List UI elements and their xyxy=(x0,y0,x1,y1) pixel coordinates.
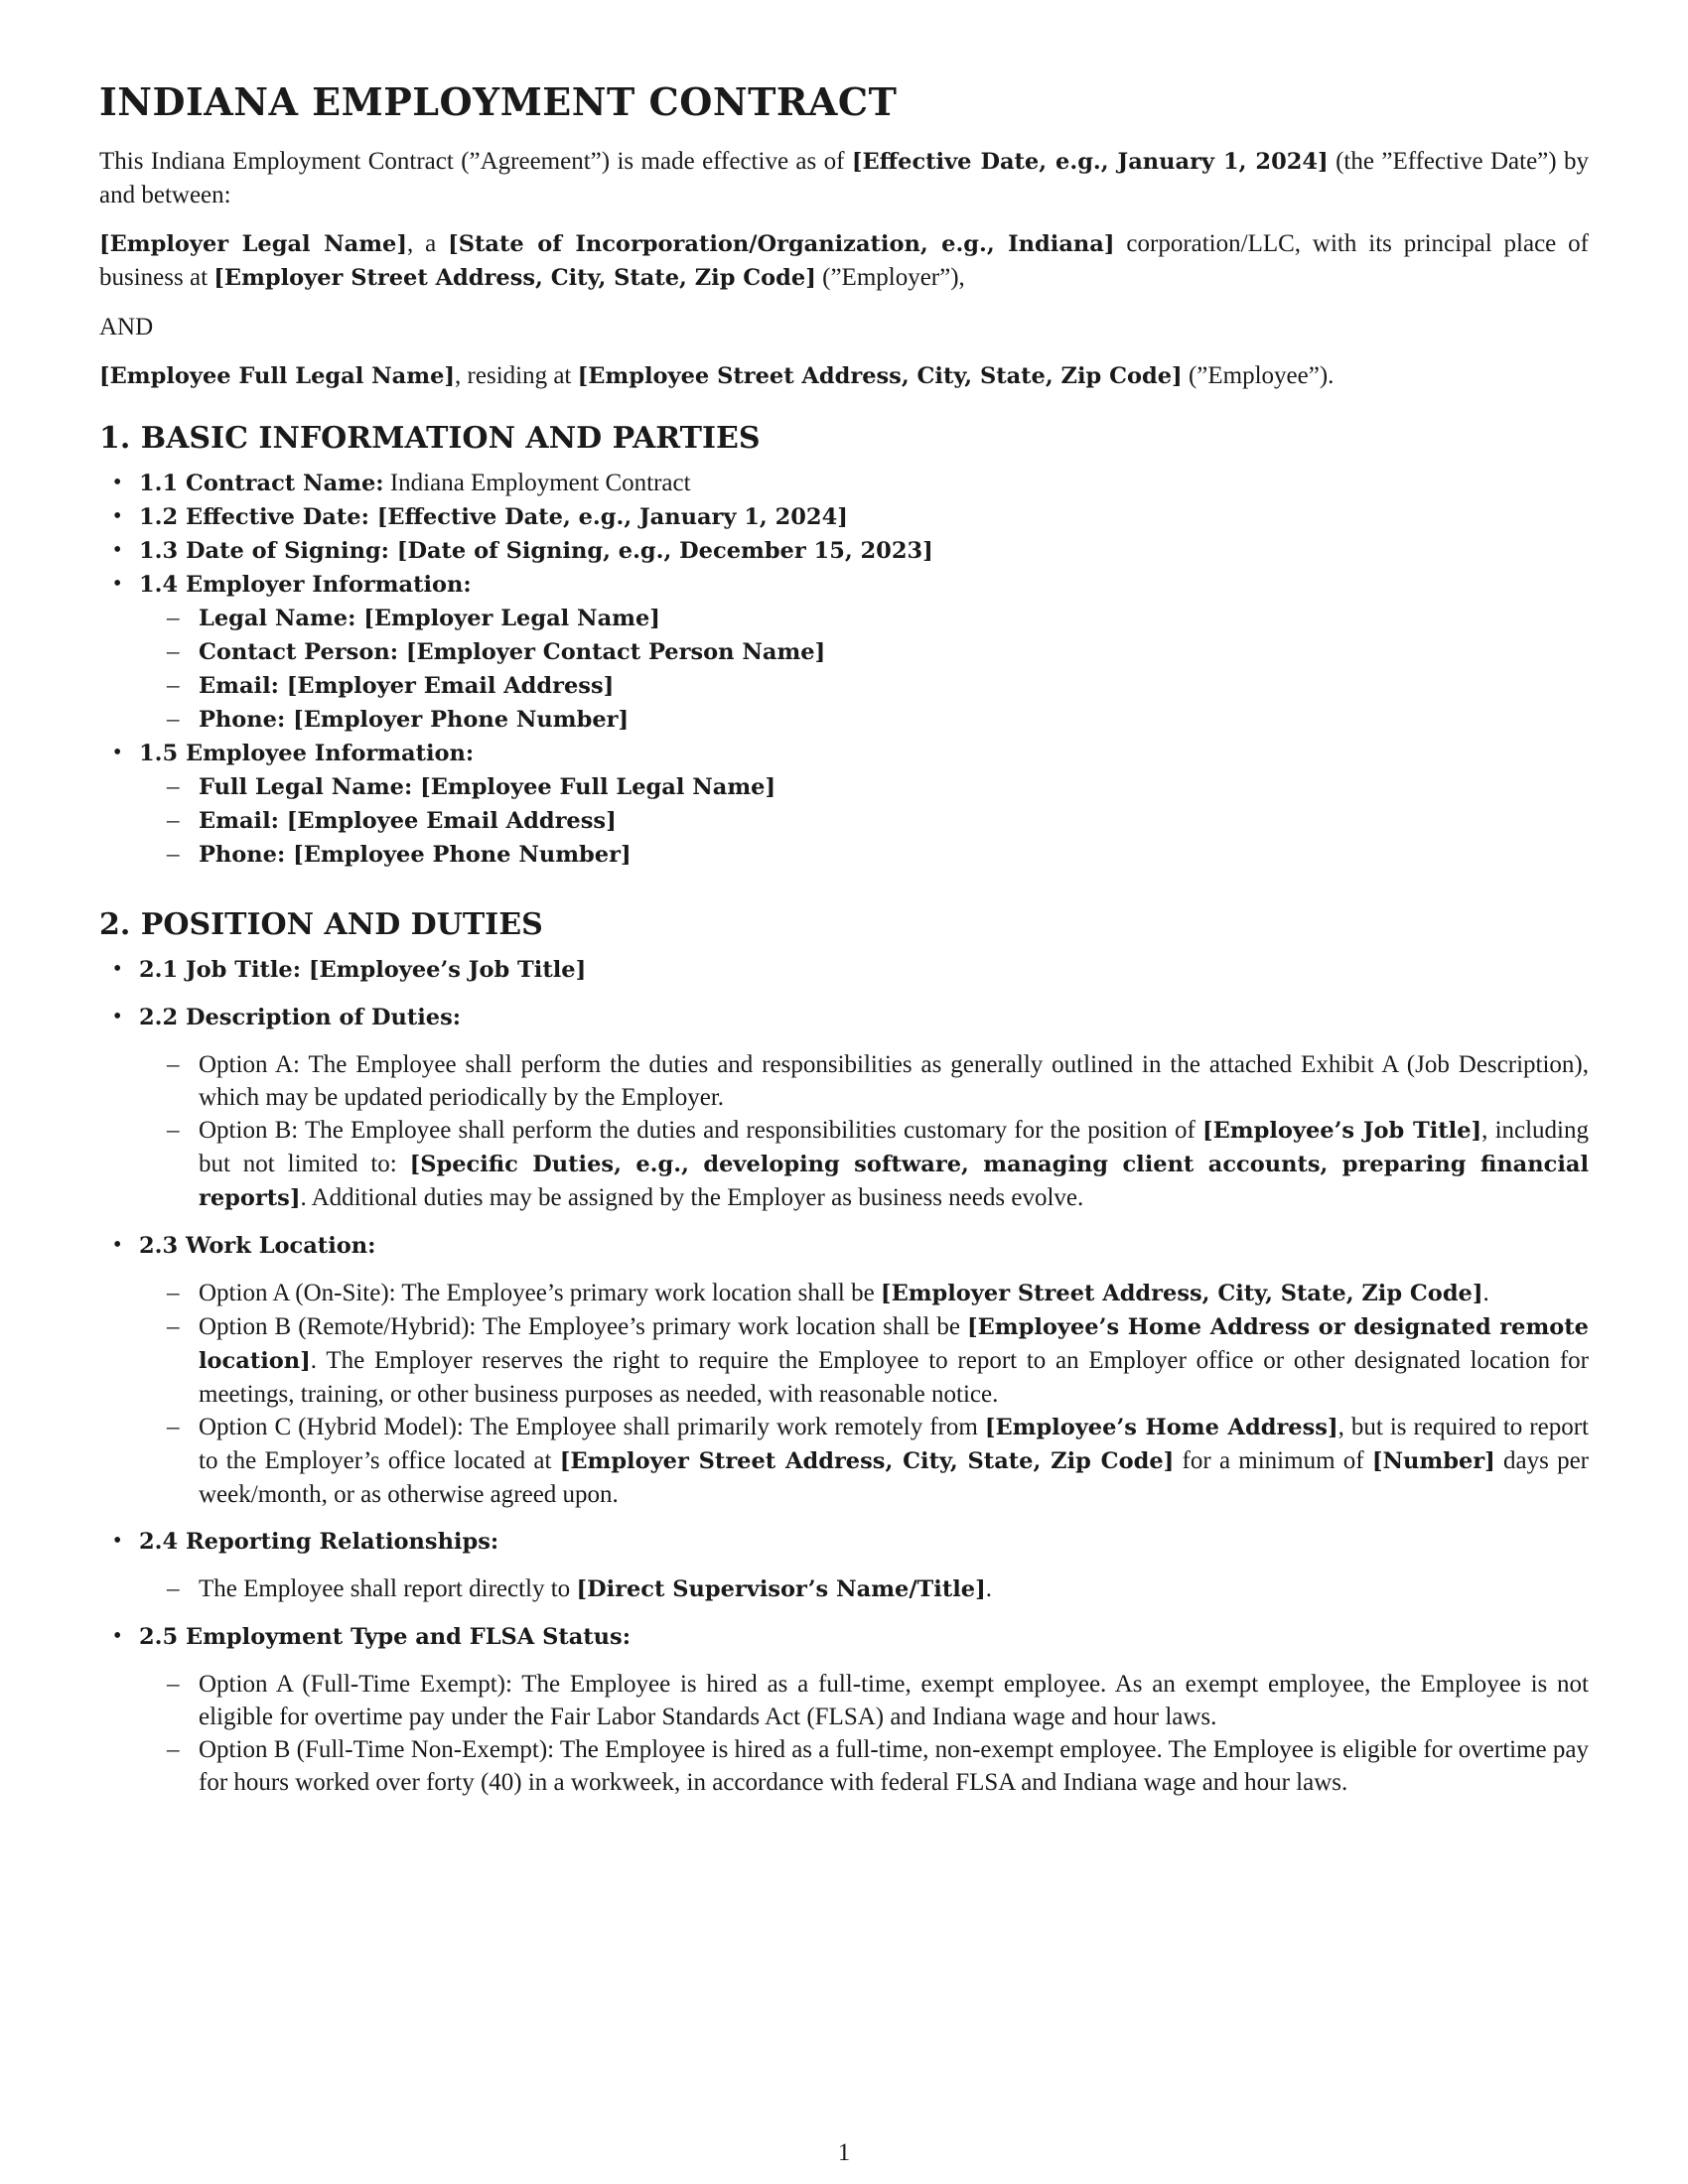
state-placeholder: [State of Incorporation/Organization, e.g., Indiana] xyxy=(448,230,1115,257)
employer-paragraph xyxy=(99,227,1589,295)
option-text: Option B: The Employee shall perform the duties and responsibilities customary for the position of xyxy=(199,1116,1202,1144)
document-page xyxy=(99,79,1589,1813)
reporting-item xyxy=(139,1525,1589,1606)
address-placeholder: [Employer Street Address, City, State, Zip Code] xyxy=(559,1447,1175,1474)
employer-info-list xyxy=(139,602,1589,737)
employer-text: corporation/LLC, with its principal place of business at xyxy=(99,229,1589,291)
number-placeholder: [Number] xyxy=(1371,1447,1495,1474)
employee-address-placeholder: [Employee Street Address, City, State, Zip Code] xyxy=(577,362,1183,389)
item-value: Indiana Employment Contract xyxy=(383,469,691,496)
location-option-b xyxy=(199,1310,1589,1411)
section-1-list xyxy=(99,467,1589,872)
employee-info-list xyxy=(139,770,1589,872)
list-item xyxy=(199,703,1589,737)
effective-date-item xyxy=(139,500,1589,534)
home-address-placeholder: [Employee’s Home Address or designated remote location] xyxy=(199,1313,1589,1374)
job-title-placeholder: [Employee’s Job Title] xyxy=(1201,1117,1482,1144)
page-number: 1 xyxy=(837,2139,851,2166)
employer-text: (”Employer”), xyxy=(815,263,965,291)
list-item xyxy=(199,804,1589,838)
item-label: 1.3 Date of Signing: [Date of Signing, e.g., December 15, 2023] xyxy=(139,537,933,564)
item-label: 1.1 Contract Name: xyxy=(139,470,384,496)
employer-text: , a xyxy=(407,229,449,257)
location-options xyxy=(139,1277,1589,1511)
option-text: days per week/month, or as otherwise agreed upon. xyxy=(199,1446,1590,1508)
item-label: 1.2 Effective Date: [Effective Date, e.g., January 1, 2024] xyxy=(139,503,848,530)
intro-paragraph xyxy=(99,145,1589,211)
flsa-options xyxy=(139,1668,1589,1799)
document-title: INDIANA EMPLOYMENT CONTRACT xyxy=(99,79,898,124)
section-1-heading: 1. BASIC INFORMATION AND PARTIES xyxy=(99,420,761,456)
option-text: . xyxy=(985,1574,992,1602)
list-item xyxy=(199,669,1589,703)
flsa-option-a: – Option A (Full-Time Exempt): The Employee is hired as a full-time, exempt employee. As an exempt employee, the Employee is not eligible for overtime pay under the Fair Labor Standards Act (FLSA) and Indiana wage and hour laws. xyxy=(199,1668,1589,1733)
option-text: . xyxy=(1482,1279,1489,1306)
option-text: . The Employer reserves the right to require the Employee to report to an Employer office or other designated location for meetings, training, or other business purposes as needed, with reasonable notice. xyxy=(199,1346,1589,1408)
employee-paragraph xyxy=(99,359,1589,393)
employee-text: , residing at xyxy=(455,361,578,389)
item-label: 1.5 Employee Information: xyxy=(139,740,475,766)
and-line: AND xyxy=(99,313,154,341)
home-address-placeholder: [Employee’s Home Address] xyxy=(984,1414,1338,1440)
duties-option-b xyxy=(199,1114,1589,1215)
work-location-item xyxy=(139,1229,1589,1511)
address-placeholder: [Employer Street Address, City, State, Zip Code] xyxy=(880,1280,1483,1306)
employee-text: (”Employee”). xyxy=(1182,361,1335,389)
employer-name-placeholder: [Employer Legal Name] xyxy=(99,230,407,257)
employee-info-item xyxy=(139,737,1589,872)
employee-phone: Phone: [Employee Phone Number] xyxy=(199,841,632,868)
option-text: The Employee shall report directly to xyxy=(199,1574,577,1602)
item-label: 2.3 Work Location: xyxy=(139,1232,376,1259)
employer-info-item xyxy=(139,568,1589,737)
employer-phone: Phone: [Employer Phone Number] xyxy=(199,706,630,733)
location-option-a xyxy=(199,1277,1589,1310)
duties-option-a: – Option A: The Employee shall perform the duties and responsibilities as generally outlined in the attached Exhibit A (Job Description), which may be updated periodically by the Employer. xyxy=(199,1048,1589,1114)
duties-item xyxy=(139,1001,1589,1215)
flsa-item xyxy=(139,1620,1589,1799)
option-text: Option A (On-Site): The Employee’s primary work location shall be xyxy=(199,1279,881,1306)
specific-duties-placeholder: [Specific Duties, e.g., developing software, managing client accounts, preparing financial reports] xyxy=(199,1151,1589,1211)
option-text: Option B (Remote/Hybrid): The Employee’s primary work location shall be xyxy=(199,1312,968,1340)
list-item xyxy=(199,635,1589,669)
item-label: 2.2 Description of Duties: xyxy=(139,1004,462,1030)
option-text: Option C (Hybrid Model): The Employee shall primarily work remotely from xyxy=(199,1413,985,1440)
option-text: , but is required to report to the Employer’s office located at xyxy=(199,1413,1589,1474)
item-label: 2.4 Reporting Relationships: xyxy=(139,1528,499,1555)
section-2-list xyxy=(99,953,1589,1799)
list-item xyxy=(199,602,1589,635)
contract-name-item xyxy=(139,467,1589,500)
employee-name-placeholder: [Employee Full Legal Name] xyxy=(99,362,456,389)
list-item xyxy=(199,770,1589,804)
employer-address-placeholder: [Employer Street Address, City, State, Zip Code] xyxy=(213,264,816,291)
employer-email: Email: [Employer Email Address] xyxy=(199,672,615,699)
employer-contact: Contact Person: [Employer Contact Person Name] xyxy=(199,638,826,665)
reporting-list xyxy=(139,1572,1589,1606)
item-label: 2.5 Employment Type and FLSA Status: xyxy=(139,1623,632,1650)
employee-legal-name: Full Legal Name: [Employee Full Legal Name] xyxy=(199,773,776,800)
duties-options xyxy=(139,1048,1589,1215)
employee-email: Email: [Employee Email Address] xyxy=(199,807,617,834)
intro-text: (the ”Effective Date”) by and between: xyxy=(99,147,1589,208)
job-title-item xyxy=(139,953,1589,987)
option-text: . Additional duties may be assigned by the Employer as business needs evolve. xyxy=(300,1183,1084,1211)
item-label: 1.4 Employer Information: xyxy=(139,571,472,598)
effective-date-placeholder: [Effective Date, e.g., January 1, 2024] xyxy=(851,148,1329,175)
option-text: , including but not limited to: xyxy=(199,1116,1590,1177)
intro-text: This Indiana Employment Contract (”Agreement”) is made effective as of xyxy=(99,147,852,175)
date-signing-item xyxy=(139,534,1589,568)
section-2-heading: 2. POSITION AND DUTIES xyxy=(99,906,543,942)
list-item xyxy=(199,838,1589,872)
employer-legal-name: Legal Name: [Employer Legal Name] xyxy=(199,605,660,631)
reporting-line xyxy=(199,1572,1589,1606)
option-text: for a minimum of xyxy=(1174,1446,1372,1474)
location-option-c xyxy=(199,1411,1589,1511)
flsa-option-b: – Option B (Full-Time Non-Exempt): The Employee is hired as a full-time, non-exempt employee. The Employee is eligible for overtime pay for hours worked over forty (40) in a workweek, in accordance with federal FLSA and Indiana wage and hour laws. xyxy=(199,1733,1589,1799)
supervisor-placeholder: [Direct Supervisor’s Name/Title] xyxy=(576,1575,986,1602)
item-label: 2.1 Job Title: [Employee’s Job Title] xyxy=(139,956,587,983)
